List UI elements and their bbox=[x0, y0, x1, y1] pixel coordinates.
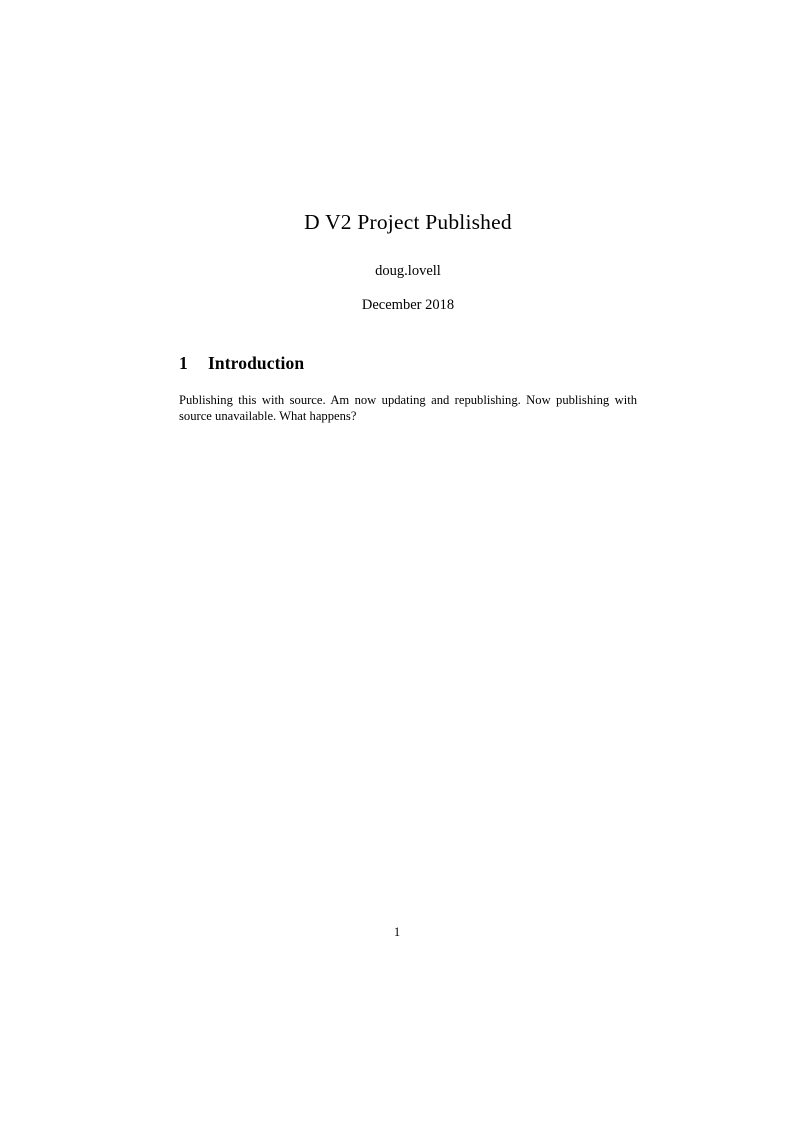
section-title: Introduction bbox=[208, 353, 305, 373]
section-paragraph: Publishing this with source. Am now updating and republishing. Now publishing with source unavailable. What happens? bbox=[179, 393, 637, 424]
document-body bbox=[179, 0, 637, 424]
page-number: 1 bbox=[393, 925, 401, 939]
section-number: 1 bbox=[179, 353, 188, 373]
section-heading-introduction bbox=[179, 314, 637, 374]
page-title: D V2 Project Published bbox=[304, 210, 512, 234]
document-author: doug.lovell bbox=[375, 263, 441, 279]
document-date: December 2018 bbox=[361, 297, 455, 313]
